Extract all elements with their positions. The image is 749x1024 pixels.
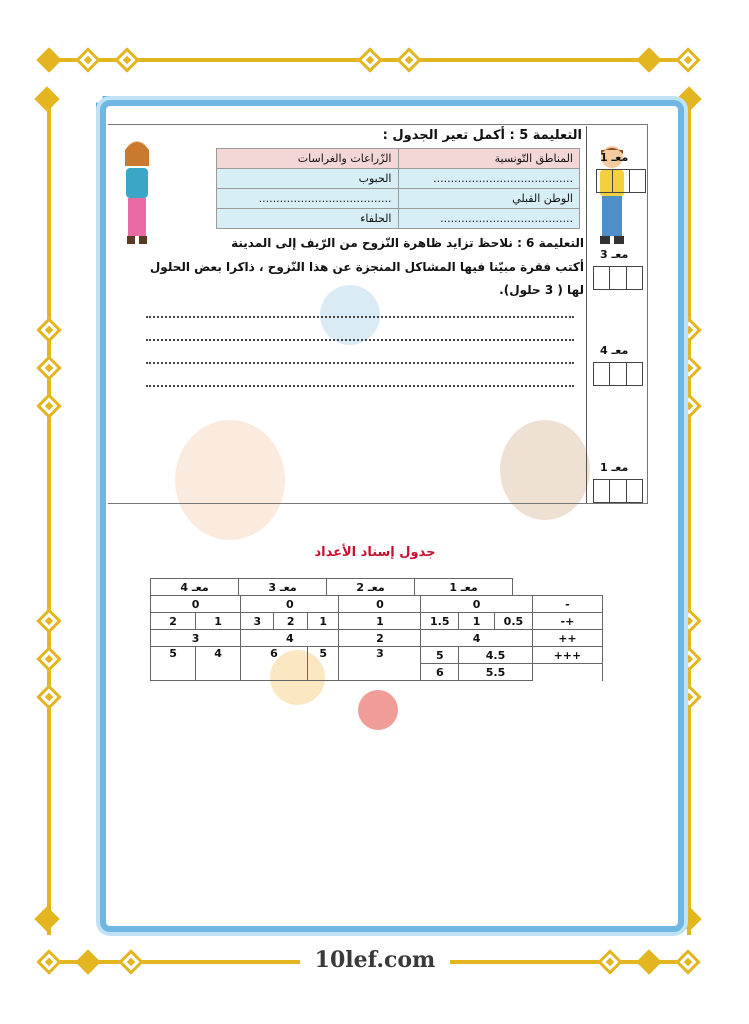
frame-diamond — [675, 949, 700, 974]
table5-cell: الحلفاء — [217, 209, 399, 229]
grade-cell: 4 — [241, 630, 339, 647]
grade-cell: 4 — [196, 647, 241, 681]
content-frame-right — [647, 124, 648, 504]
level-label: ++ — [532, 630, 602, 647]
table5-blank-cell[interactable]: ...................................... — [217, 189, 399, 209]
instruction-6-title: التعليمة 6 : نلاحظ تزايد ظاهرة النّزوح من الرّيف إلى المدينة — [231, 236, 584, 250]
frame-diamond — [114, 47, 139, 72]
frame-diamond — [396, 47, 421, 72]
grade-cell: 1 — [307, 613, 339, 630]
grade-cell: 5.5 — [459, 664, 533, 681]
frame-diamond — [675, 47, 700, 72]
grade-cell: 3 — [241, 613, 274, 630]
background-boy-illustration — [500, 420, 590, 520]
grade-cell: 2 — [274, 613, 307, 630]
grade-cell: 0 — [339, 596, 421, 613]
grade-cell: 1 — [196, 613, 241, 630]
grading-header: معـ 1 — [415, 579, 513, 596]
frame-diamond — [36, 608, 61, 633]
grade-cell: 6 — [241, 647, 308, 681]
content-frame-bottom — [108, 503, 648, 504]
frame-diamond — [597, 949, 622, 974]
grade-cell: 0 — [151, 596, 241, 613]
grade-cell: 4 — [421, 630, 532, 647]
grade-cell: 5 — [307, 647, 339, 681]
instruction-6-line-2: أكتب فقرة مبيّنا فيها المشاكل المنجزة عن هذا النّزوح ، ذاكرا بعض الحلول — [149, 260, 584, 274]
criterion-label: معـ 1 — [600, 151, 629, 164]
frame-diamond — [36, 355, 61, 380]
instruction-6-line-3: لها ( 3 حلول). — [499, 283, 584, 297]
grade-cell: 6 — [421, 664, 459, 681]
frame-diamond — [36, 949, 61, 974]
grade-cell: 1.5 — [421, 613, 459, 630]
grade-cell: 0.5 — [495, 613, 533, 630]
instruction-5-title: التعليمة 5 : أكمل تعير الجدول : — [382, 128, 582, 143]
grading-header: معـ 2 — [327, 579, 415, 596]
grade-cell: 0 — [421, 596, 532, 613]
frame-right-line — [687, 95, 691, 935]
table5-blank-cell[interactable]: ........................................ — [398, 169, 580, 189]
criterion-score-box[interactable] — [596, 169, 646, 193]
grade-cell: 0 — [241, 596, 339, 613]
table5-header: الزّراعات والغراسات — [217, 149, 399, 169]
grade-cell: 2 — [151, 613, 196, 630]
site-footer-link[interactable]: 10lef.com — [300, 947, 450, 973]
frame-diamond — [636, 949, 661, 974]
frame-diamond — [118, 949, 143, 974]
grade-cell: 3 — [151, 630, 241, 647]
table5-cell: الحبوب — [217, 169, 399, 189]
grade-cell: 1 — [339, 613, 421, 630]
table5-header: المناطق التّونسية — [398, 149, 580, 169]
frame-diamond — [36, 393, 61, 418]
level-label: - — [532, 596, 602, 613]
level-label-empty — [532, 664, 602, 681]
criterion-label: معـ 3 — [600, 248, 629, 261]
frame-diamond — [36, 646, 61, 671]
grading-header: معـ 3 — [239, 579, 327, 596]
criterion-score-box[interactable] — [593, 479, 643, 503]
criteria-column-border — [586, 126, 587, 503]
regions-crops-table — [216, 148, 580, 229]
frame-diamond — [36, 47, 61, 72]
grade-cell: 5 — [421, 647, 459, 664]
answer-line[interactable] — [146, 362, 574, 364]
answer-line[interactable] — [146, 316, 574, 318]
table5-cell: الوطن القبلي — [398, 189, 580, 209]
frame-diamond — [75, 949, 100, 974]
level-label: -+ — [532, 613, 602, 630]
background-girl-illustration — [175, 420, 285, 540]
answer-line[interactable] — [146, 339, 574, 341]
table5-blank-cell[interactable]: ...................................... — [398, 209, 580, 229]
grade-cell: 5 — [151, 647, 196, 681]
frame-diamond — [36, 317, 61, 342]
frame-diamond — [34, 906, 59, 931]
criterion-score-box[interactable] — [593, 266, 643, 290]
frame-diamond — [357, 47, 382, 72]
grading-table — [150, 578, 603, 679]
grade-cell: 2 — [339, 630, 421, 647]
frame-diamond — [36, 684, 61, 709]
grade-cell: 4.5 — [459, 647, 533, 664]
criterion-label: معـ 4 — [600, 344, 629, 357]
frame-diamond — [636, 47, 661, 72]
frame-diamond — [34, 86, 59, 111]
frame-diamond — [75, 47, 100, 72]
girl-figure-icon — [116, 136, 158, 248]
frame-left-line — [47, 95, 51, 935]
criterion-label: معـ 1 — [600, 461, 629, 474]
level-label: +++ — [532, 647, 602, 664]
grade-cell: 3 — [339, 647, 421, 681]
grading-header: معـ 4 — [151, 579, 239, 596]
grading-table-title: جدول إسناد الأعداد — [314, 545, 436, 560]
content-frame-top — [108, 124, 648, 125]
criterion-score-box[interactable] — [593, 362, 643, 386]
grade-cell: 1 — [459, 613, 495, 630]
background-apple-illustration — [358, 690, 398, 730]
answer-line[interactable] — [146, 385, 574, 387]
